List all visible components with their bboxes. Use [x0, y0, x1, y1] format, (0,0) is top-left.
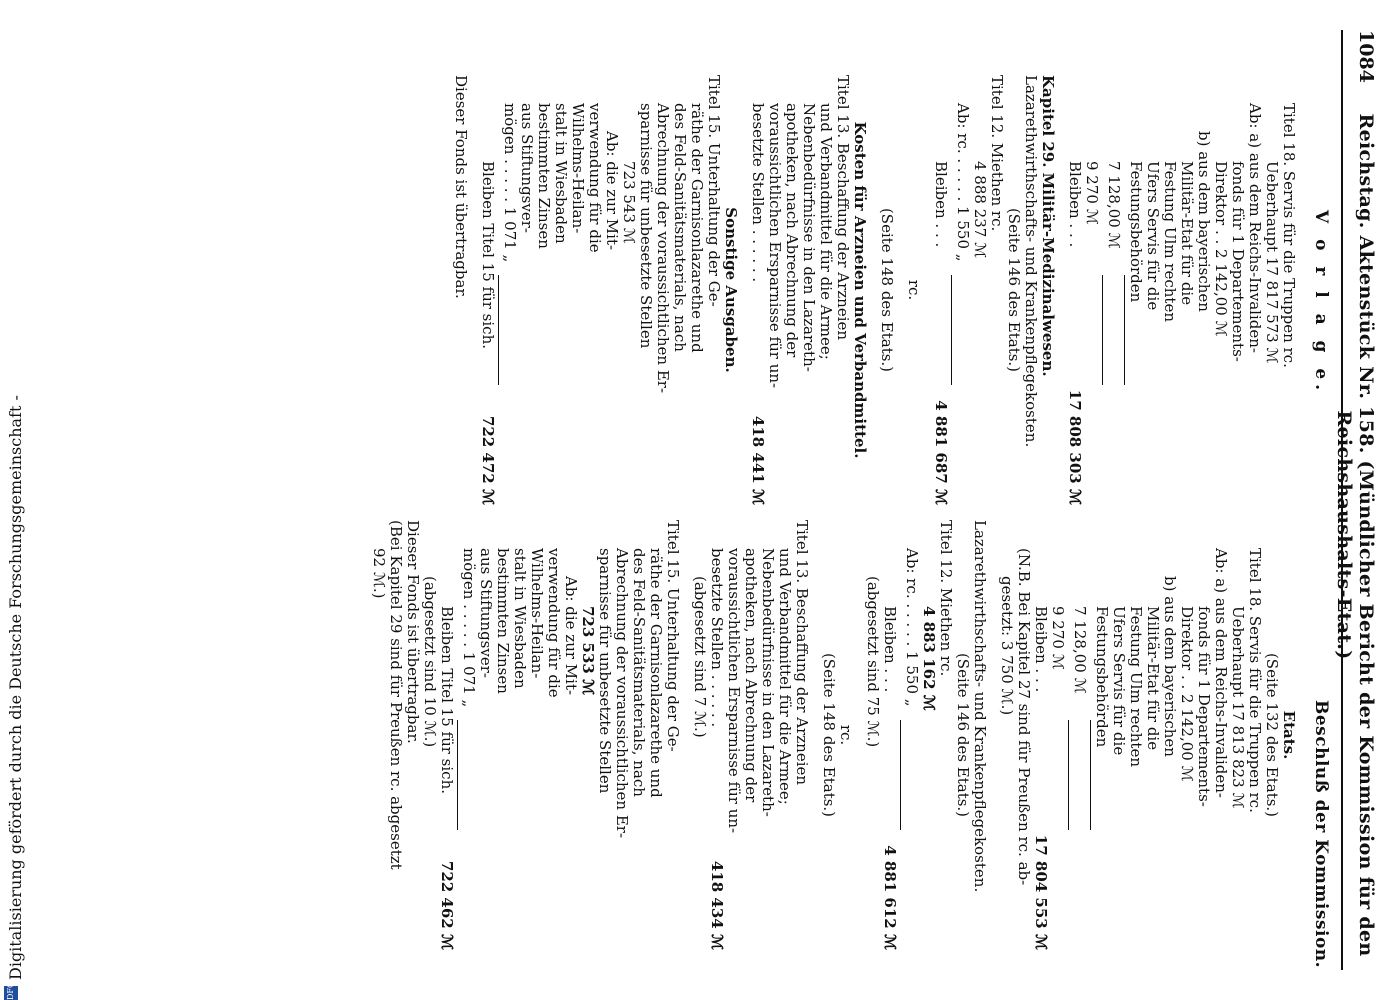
spacer	[895, 75, 905, 505]
text-line	[937, 520, 954, 950]
text-line	[1144, 75, 1161, 505]
text-line	[535, 75, 552, 505]
amount-value: 418 441 ℳ	[749, 415, 767, 505]
page-number: 1084	[1355, 30, 1377, 83]
spacer	[922, 75, 932, 505]
text-line	[452, 75, 469, 505]
text-line	[579, 520, 596, 950]
sum-rule	[1068, 720, 1069, 830]
text-line	[1229, 520, 1246, 950]
text-line	[1212, 75, 1229, 505]
text-line	[1083, 75, 1100, 505]
text-line	[1093, 520, 1110, 950]
text-line	[793, 520, 810, 950]
text-line	[545, 520, 562, 950]
text-line	[905, 75, 922, 505]
text-line	[1105, 75, 1122, 505]
text-line	[837, 520, 854, 950]
line-text: räthe der Garnisonlazarethe und	[647, 548, 665, 798]
line-text: Bleiben . . .	[881, 606, 899, 693]
text-line	[1195, 75, 1212, 505]
left-column-vorlage	[452, 75, 1297, 505]
line-text: besetzte Stellen . . . . . .	[749, 103, 767, 283]
line-text: 723 543 ℳ	[620, 161, 638, 244]
line-text: b) aus dem bayerischen	[1195, 131, 1213, 312]
line-text: Ufers Servis für die	[1144, 161, 1162, 311]
line-text: 7 128,00 ℳ	[1105, 161, 1123, 249]
text-line	[654, 75, 671, 505]
line-text: mögen . . . . . 1 071 „	[460, 548, 478, 708]
line-text: Ufers Servis für die	[1110, 606, 1128, 756]
text-line	[725, 520, 742, 950]
line-text: Festungsbehörden	[1127, 161, 1145, 303]
line-text: fonds für 1 Departements-	[1229, 161, 1247, 362]
line-text: Titel 15. Unterhaltung der Ge-	[705, 75, 723, 307]
line-text: sparnisse für unbesetzte Stellen	[596, 548, 614, 794]
line-text: apotheken, nach Abrechnung der	[783, 103, 801, 358]
spacer	[469, 75, 479, 505]
text-line	[479, 75, 496, 505]
line-text: bestimmten Zinsen	[494, 548, 512, 694]
right-column-beschluss	[370, 520, 1297, 950]
text-line	[1195, 520, 1212, 950]
text-line	[1039, 75, 1056, 505]
line-text: sparnisse für unbesetzte Stellen	[637, 103, 655, 349]
line-text: mögen . . . . . 1 071 „	[501, 103, 519, 263]
text-line	[881, 520, 898, 950]
text-line	[596, 520, 613, 950]
text-line	[954, 75, 971, 505]
text-line	[998, 520, 1015, 950]
sum-rule	[1102, 275, 1103, 385]
line-text: fonds für 1 Departements-	[1195, 606, 1213, 807]
amount-value: 17 804 553 ℳ	[1032, 834, 1050, 950]
line-text: Bleiben . . .	[1066, 161, 1084, 248]
line-text: Festungsbehörden	[1093, 606, 1111, 748]
line-text: Kosten für Arzneien und Verbandmittel.	[851, 121, 869, 459]
line-text: 92 ℳ.)	[370, 548, 388, 599]
line-text: Wilhelms-Heilan-	[569, 103, 587, 234]
footer-text: Digitalisierung gefördert durch die Deutsche Forschungsgemeinschaft -	[6, 395, 25, 980]
line-text: (Seite 148 des Etats.)	[820, 652, 838, 818]
text-line	[903, 520, 920, 950]
line-text: 4 883 162 ℳ	[920, 606, 938, 711]
line-text: Ab: die zur Mit-	[562, 576, 580, 696]
text-line	[1049, 520, 1066, 950]
text-line	[1071, 520, 1088, 950]
text-line	[776, 520, 793, 950]
text-line	[759, 520, 776, 950]
text-line	[613, 520, 630, 950]
page-header	[1333, 30, 1383, 970]
text-line	[1144, 520, 1161, 950]
text-line	[742, 520, 759, 950]
amount-value: 722 472 ℳ	[479, 415, 497, 505]
text-line	[932, 75, 949, 505]
sum-rule	[951, 275, 952, 385]
line-text: 723 533 ℳ	[579, 606, 597, 696]
line-text: Ueberhaupt 17 817 573 ℳ	[1263, 161, 1281, 364]
digitization-footer	[2, 0, 24, 1000]
line-text: verwendung für die	[586, 103, 604, 253]
line-text: Titel 18. Servis für die Truppen rc.	[1246, 548, 1264, 813]
line-text: Ab: rc. . . . . . 1 550 „	[954, 103, 972, 262]
line-text: Titel 13. Beschaffung der Arzneien	[793, 520, 811, 786]
spacer	[1056, 75, 1066, 505]
line-text: besetzte Stellen . . . . . .	[708, 548, 726, 728]
line-text: bestimmten Zinsen	[535, 103, 553, 249]
text-line	[820, 520, 837, 950]
text-line	[1212, 520, 1229, 950]
line-text: gesetzt: 3 750 ℳ.)	[998, 576, 1016, 716]
spacer	[854, 520, 864, 950]
text-line	[1280, 520, 1297, 950]
line-text: Wilhelms-Heilan-	[528, 548, 546, 679]
line-text: (abgesetzt sind 7 ℳ.)	[691, 576, 709, 738]
text-line	[671, 75, 688, 505]
line-text: stalt in Wiesbaden	[552, 103, 570, 244]
text-line	[569, 75, 586, 505]
line-text: (Bei Kapitel 29 sind für Preußen rc. abgesetzt	[387, 520, 405, 870]
text-line	[1263, 520, 1280, 950]
text-line	[438, 520, 455, 950]
line-text: Dieser Fonds ist übertragbar.	[452, 75, 470, 299]
line-text: (abgesetzt sind 10 ℳ.)	[421, 576, 439, 748]
text-line	[800, 75, 817, 505]
line-text: und Verbandmittel für die Armee;	[776, 548, 794, 805]
text-line	[1032, 520, 1049, 950]
text-line	[630, 520, 647, 950]
text-line	[664, 520, 681, 950]
text-line	[1066, 75, 1083, 505]
line-text: und Verbandmittel für die Armee;	[817, 103, 835, 360]
line-text: rc.	[905, 279, 923, 301]
text-line	[705, 75, 722, 505]
line-text: Ab: a) aus dem Reichs-Invaliden-	[1212, 548, 1230, 798]
text-line	[501, 75, 518, 505]
line-text: Dieser Fonds ist übertragbar.	[404, 520, 422, 744]
line-text: aus Stiftungsver-	[518, 103, 536, 233]
text-line	[511, 520, 528, 950]
spacer	[739, 75, 749, 505]
text-line	[722, 75, 739, 505]
line-text: b) aus dem bayerischen	[1161, 576, 1179, 757]
line-text: (abgesetzt sind 75 ℳ.)	[864, 576, 882, 748]
text-line	[494, 520, 511, 950]
spacer	[868, 75, 878, 505]
sum-rule	[1124, 275, 1125, 385]
amount-value: 722 462 ℳ	[438, 860, 456, 950]
text-line	[528, 520, 545, 950]
text-line	[1178, 520, 1195, 950]
text-line	[954, 520, 971, 950]
text-line	[370, 520, 387, 950]
amount-value: 4 881 612 ℳ	[881, 845, 899, 950]
text-line	[477, 520, 494, 950]
text-line	[1178, 75, 1195, 505]
line-text: Nebenbedürfnisse in den Lazareth-	[800, 103, 818, 372]
line-text: rc.	[837, 724, 855, 746]
text-line	[404, 520, 421, 950]
text-line	[688, 75, 705, 505]
line-text: Festung Ulm rechten	[1161, 161, 1179, 322]
text-line	[1246, 75, 1263, 505]
line-text: räthe der Garnisonlazarethe und	[688, 103, 706, 353]
line-text: Direktor . . 2 142,00 ℳ	[1178, 606, 1196, 782]
amount-value: 418 434 ℳ	[708, 860, 726, 950]
line-text: Lazarethwirthschafts- und Krankenpflegekosten.	[971, 520, 989, 893]
text-line	[766, 75, 783, 505]
text-line	[971, 75, 988, 505]
text-line	[387, 520, 404, 950]
line-text: aus Stiftungsver-	[477, 548, 495, 678]
text-line	[1022, 75, 1039, 505]
text-line	[460, 520, 477, 950]
text-line	[988, 75, 1005, 505]
spacer	[988, 520, 998, 950]
text-line	[552, 75, 569, 505]
line-text: Ab: die zur Mit-	[603, 131, 621, 251]
text-line	[691, 520, 708, 950]
text-line	[749, 75, 766, 505]
line-text: Bleiben . . .	[1032, 606, 1050, 693]
spacer	[810, 520, 820, 950]
line-text: verwendung für die	[545, 548, 563, 698]
text-line	[637, 75, 654, 505]
right-column-heading: Beschluß der Kommission.	[1311, 700, 1331, 969]
line-text: Etats.	[1280, 710, 1298, 760]
text-line	[518, 75, 535, 505]
line-text: Kapitel 29. Militär-Medizinalwesen.	[1039, 75, 1057, 377]
sum-rule	[498, 275, 499, 385]
line-text: Sonstige Ausgaben.	[722, 207, 740, 373]
line-text: Titel 18. Servis für die Truppen rc.	[1280, 103, 1298, 368]
line-text: 9 270 ℳ	[1049, 606, 1067, 670]
sum-rule	[1090, 720, 1091, 830]
line-text: Bleiben . . .	[932, 161, 950, 248]
text-line	[421, 520, 438, 950]
line-text: 4 888 237 ℳ	[971, 161, 989, 259]
line-text: (Seite 132 des Etats.)	[1263, 652, 1281, 818]
line-text: des Feld-Sanitätsmaterials, nach	[671, 103, 689, 352]
amount-value: 4 881 687 ℳ	[932, 400, 950, 505]
line-text: des Feld-Sanitätsmaterials, nach	[630, 548, 648, 797]
sum-rule	[457, 720, 458, 830]
text-line	[1005, 75, 1022, 505]
text-line	[1161, 520, 1178, 950]
text-line	[783, 75, 800, 505]
text-line	[1110, 520, 1127, 950]
page-title: Reichstag. Aktenstück Nr. 158. (Mündlicher Bericht der Kommission für den Reichshaushalts-Etat.)	[1333, 113, 1377, 957]
text-line	[562, 520, 579, 950]
line-text: (N.B. Bei Kapitel 27 sind für Preußen rc. ab-	[1015, 548, 1033, 886]
text-line	[1246, 520, 1263, 950]
line-text: Nebenbedürfnisse in den Lazareth-	[759, 548, 777, 817]
text-line	[1229, 75, 1246, 505]
spacer	[681, 520, 691, 950]
left-column-heading: V o r l a g e.	[1311, 210, 1331, 396]
line-text: stalt in Wiesbaden	[511, 548, 529, 689]
amount-value: 17 808 303 ℳ	[1066, 389, 1084, 505]
text-line	[1280, 75, 1297, 505]
line-text: Ueberhaupt 17 813 823 ℳ	[1229, 606, 1247, 809]
sum-rule	[900, 720, 901, 830]
text-line	[920, 520, 937, 950]
line-text: Bleiben Titel 15 für sich.	[479, 161, 497, 350]
line-text: Abrechnung der voraussichtlichen Er-	[613, 548, 631, 839]
line-text: (Seite 146 des Etats.)	[1005, 207, 1023, 373]
text-line	[647, 520, 664, 950]
text-line	[1127, 520, 1144, 950]
text-line	[708, 520, 725, 950]
line-text: Titel 12. Miethen rc.	[988, 75, 1006, 232]
line-text: (Seite 148 des Etats.)	[878, 207, 896, 373]
line-text: Militär-Etat für die	[1144, 606, 1162, 751]
line-text: Festung Ulm rechten	[1127, 606, 1145, 767]
text-line	[603, 75, 620, 505]
line-text: 9 270 ℳ	[1083, 161, 1101, 225]
line-text: (Seite 146 des Etats.)	[954, 652, 972, 818]
text-line	[971, 520, 988, 950]
line-text: voraussichtlichen Ersparnisse für un-	[766, 103, 784, 389]
text-line	[851, 75, 868, 505]
line-text: Abrechnung der voraussichtlichen Er-	[654, 103, 672, 394]
line-text: apotheken, nach Abrechnung der	[742, 548, 760, 803]
line-text: voraussichtlichen Ersparnisse für un-	[725, 548, 743, 834]
text-line	[586, 75, 603, 505]
text-line	[1127, 75, 1144, 505]
text-line	[620, 75, 637, 505]
text-line	[1161, 75, 1178, 505]
line-text: Titel 13. Beschaffung der Arzneien	[834, 75, 852, 341]
text-line	[878, 75, 895, 505]
text-line	[834, 75, 851, 505]
line-text: 7 128,00 ℳ	[1071, 606, 1089, 694]
line-text: Ab: a) aus dem Reichs-Invaliden-	[1246, 103, 1264, 353]
text-line	[864, 520, 881, 950]
line-text: Ab: rc. . . . . . 1 550 „	[903, 548, 921, 707]
text-line	[817, 75, 834, 505]
dfg-logo: DFG	[4, 986, 18, 1000]
line-text: Titel 15. Unterhaltung der Ge-	[664, 520, 682, 752]
line-text: Titel 12. Miethen rc.	[937, 520, 955, 677]
line-text: Direktor . . 2 142,00 ℳ	[1212, 161, 1230, 337]
text-line	[1263, 75, 1280, 505]
line-text: Lazarethwirthschafts- und Krankenpflegekosten.	[1022, 75, 1040, 448]
text-line	[1015, 520, 1032, 950]
line-text: Militär-Etat für die	[1178, 161, 1196, 306]
line-text: Bleiben Titel 15 für sich.	[438, 606, 456, 795]
